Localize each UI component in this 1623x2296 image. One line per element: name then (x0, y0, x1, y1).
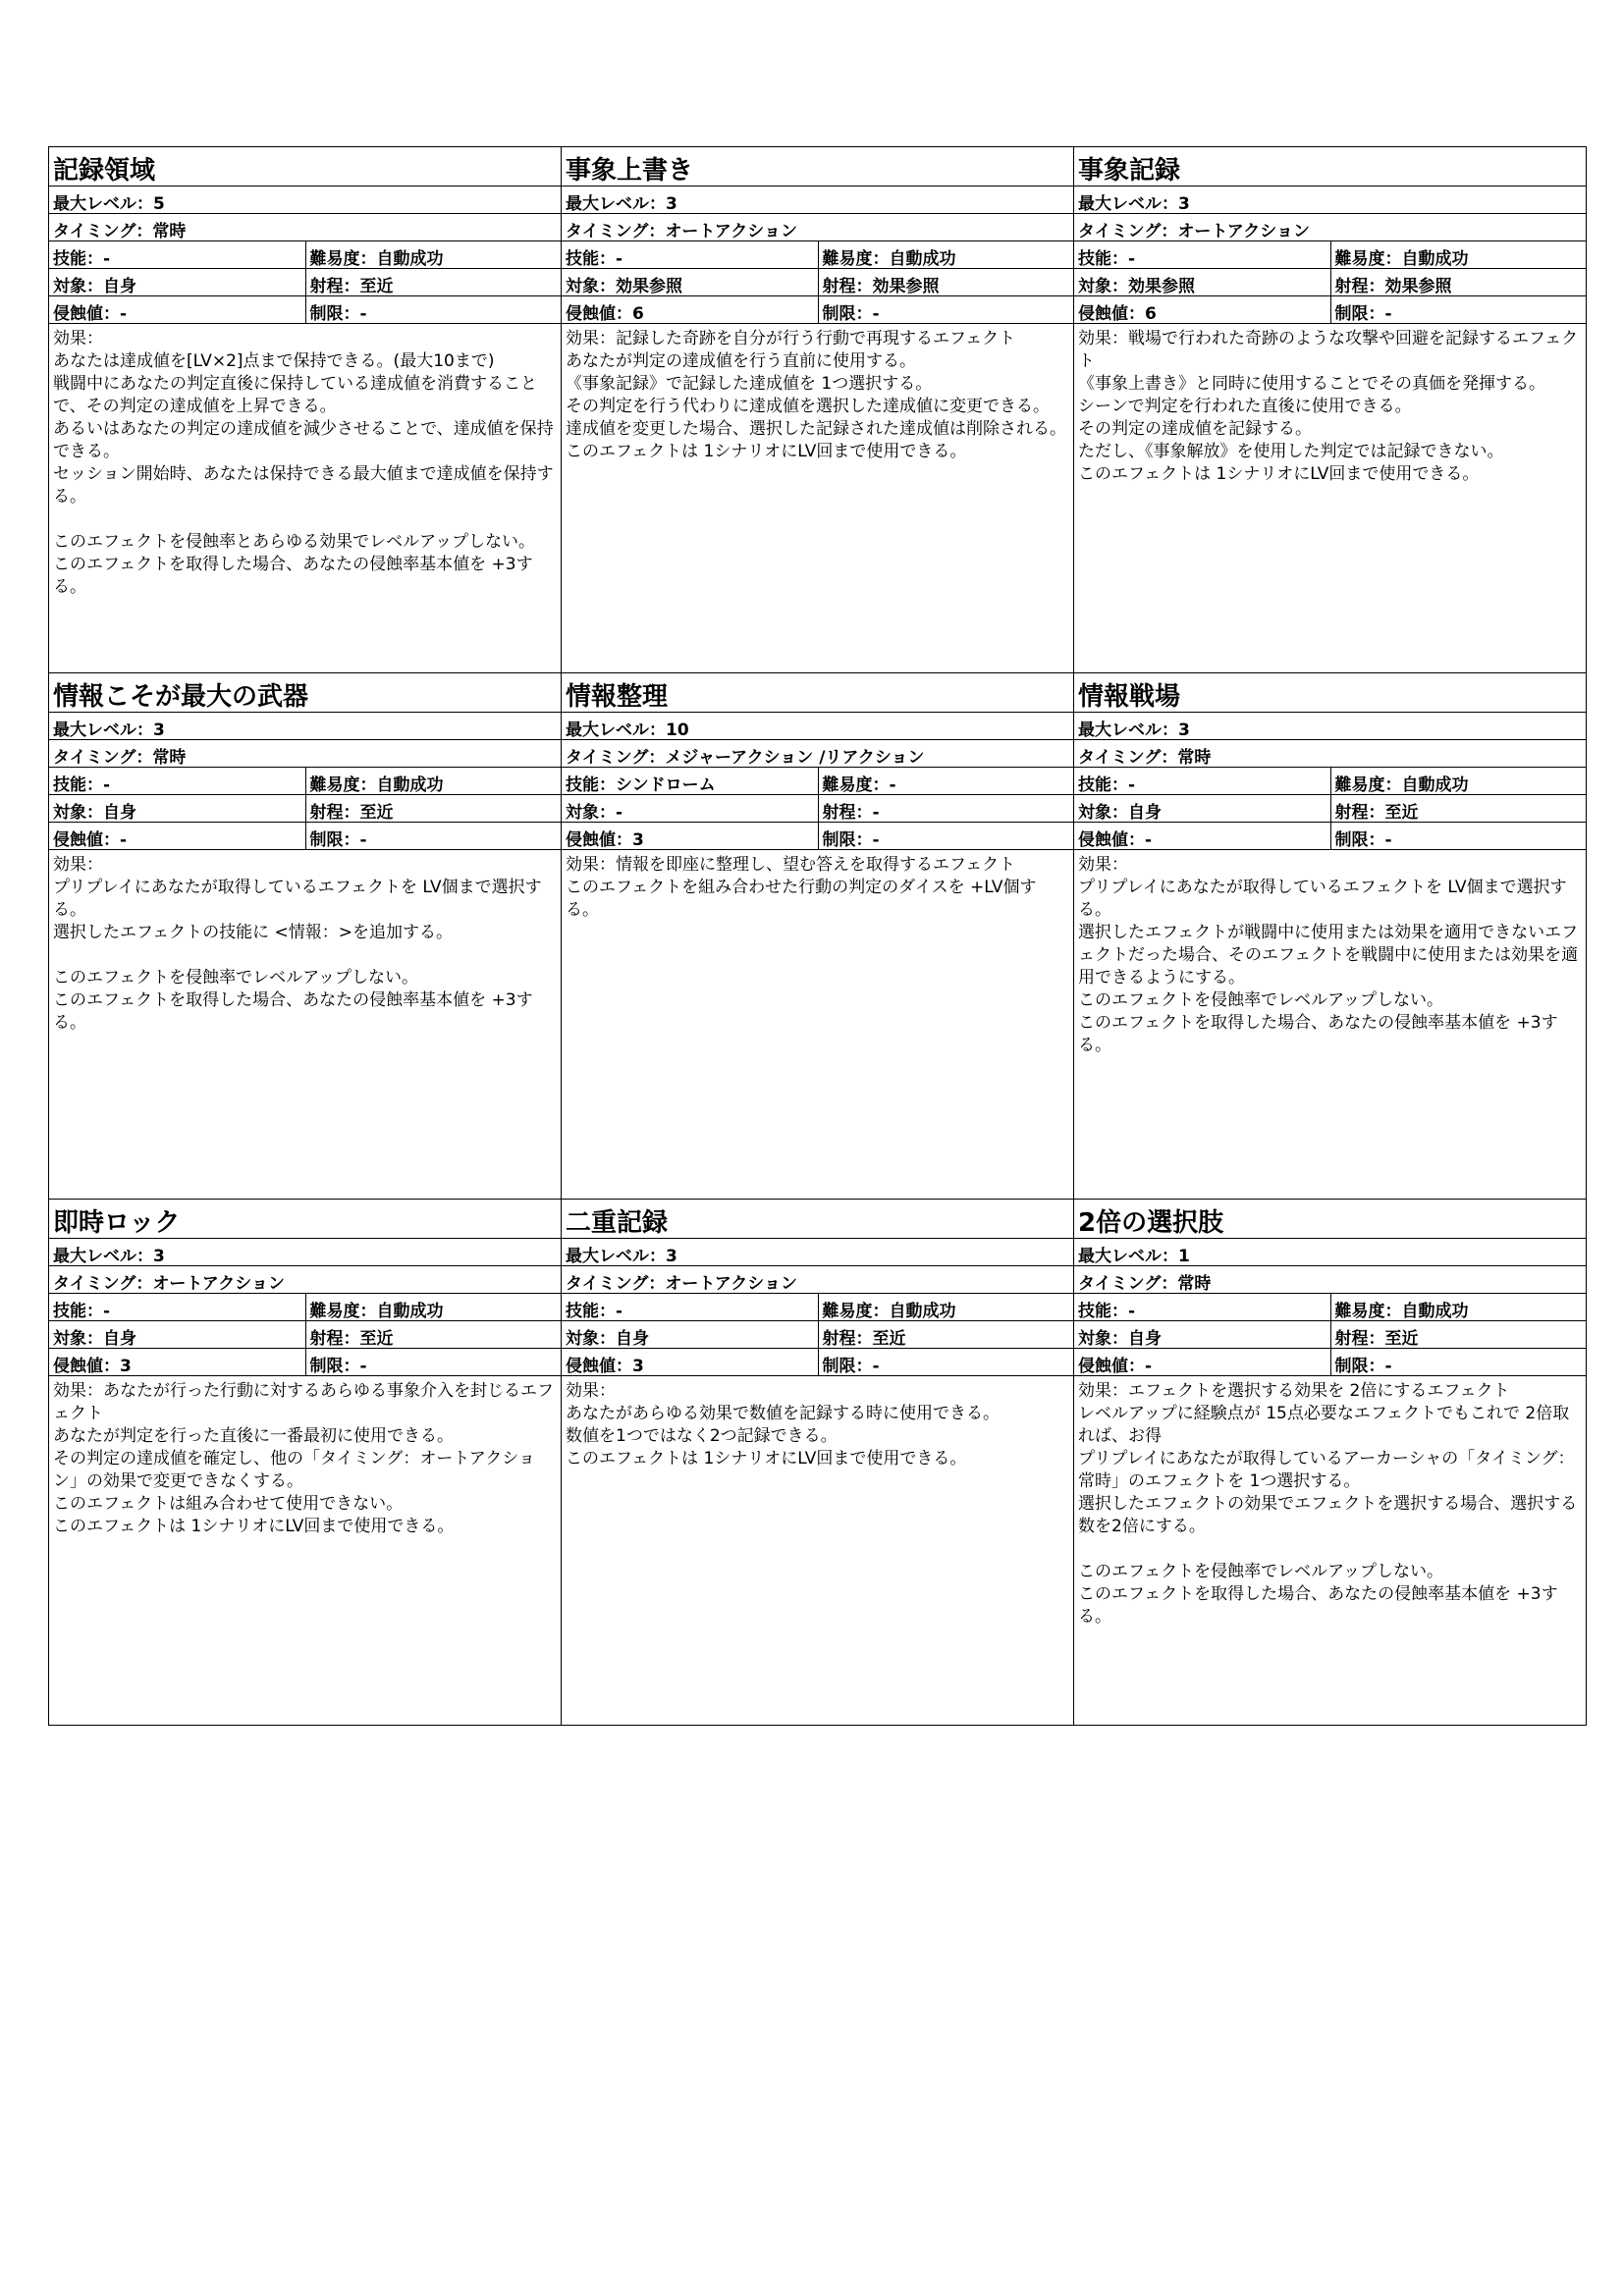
skill: 技能：- (53, 1302, 111, 1320)
limit: 制限：- (1330, 823, 1587, 849)
effect-card (49, 1200, 562, 1726)
effect-text: 効果：戦場で行われた奇跡のような攻撃や回避を記録するエフェクト 《事象上書き》と同時に使用することでその真価を発揮する。 シーンで判定を行われた直後に使用できる。 その判定の達成値を記録する。 ただし、《事象解放》を使用した判定では記録できない。 このエフェクトは 1シナリオにLV回まで使用できる。 (1078, 329, 1579, 484)
effect-text: 効果： あなたは達成値を[LV×2]点まで保持できる。(最大10まで) 戦闘中にあなたの判定直後に保持している達成値を消費することで、その判定の達成値を上昇できる。 あるいはあなたの判定の達成値を減少させることで、達成値を保持できる。 セッション開始時、あなたは保持できる最大値まで達成値を保持する。 このエフェクトを侵蝕率とあらゆる効果でレベルアップしない。 このエフェクトを取得した場合、あなたの侵蝕率基本値を +3する。 (53, 329, 554, 597)
range: 射程：効果参照 (818, 269, 1074, 295)
effect-card (562, 673, 1074, 1200)
erosion: 侵蝕値：6 (566, 304, 644, 323)
card-title: 二重記録 (562, 1200, 1073, 1239)
timing: タイミング：常時 (1074, 740, 1586, 768)
skill: 技能：- (1078, 1302, 1136, 1320)
timing: タイミング：オートアクション (1074, 214, 1586, 241)
effect-text: 効果：情報を即座に整理し、望む答えを取得するエフェクト このエフェクトを組み合わせた行動の判定のダイスを +LV個する。 (566, 855, 1037, 920)
target-range-row (562, 1321, 1073, 1349)
skill-difficulty-row (1074, 1294, 1586, 1321)
target: 対象：自身 (53, 277, 136, 295)
card-title: 事象記録 (1074, 147, 1586, 187)
timing: タイミング：常時 (1074, 1266, 1586, 1294)
range: 射程：効果参照 (1330, 269, 1587, 295)
skill: 技能：- (1078, 775, 1136, 794)
erosion-limit-row (49, 823, 561, 850)
timing: タイミング：オートアクション (562, 214, 1073, 241)
card-title: 即時ロック (49, 1200, 561, 1239)
timing: タイミング：メジャーアクション /リアクション (562, 740, 1073, 768)
erosion-limit-row (49, 296, 561, 324)
difficulty: 難易度：自動成功 (1330, 768, 1587, 794)
erosion: 侵蝕値：3 (53, 1357, 132, 1375)
card-title: 情報整理 (562, 673, 1073, 713)
effect-card (1074, 147, 1587, 673)
difficulty: 難易度：自動成功 (305, 1294, 562, 1320)
timing: タイミング：常時 (49, 740, 561, 768)
card-title: 記録領域 (49, 147, 561, 187)
limit: 制限：- (818, 296, 1074, 323)
effect-card (562, 147, 1074, 673)
range: 射程：至近 (1330, 1321, 1587, 1348)
erosion-limit-row (562, 296, 1073, 324)
difficulty: 難易度：自動成功 (305, 768, 562, 794)
difficulty: 難易度：自動成功 (818, 1294, 1074, 1320)
effect-text: 効果：あなたが行った行動に対するあらゆる事象介入を封じるエフェクト あなたが判定を行った直後に一番最初に使用できる。 その判定の達成値を確定し、他の「タイミング：オートアクション」の効果で変更できなくする。 このエフェクトは組み合わせて使用できない。 このエフェクトは 1シナリオにLV回まで使用できる。 (53, 1381, 554, 1536)
max-level: 最大レベル：3 (1074, 713, 1586, 740)
erosion: 侵蝕値：- (53, 304, 128, 323)
erosion-limit-row (1074, 823, 1586, 850)
erosion-limit-row (1074, 1349, 1586, 1376)
limit: 制限：- (818, 823, 1074, 849)
skill: 技能：- (1078, 249, 1136, 268)
target: 対象：自身 (53, 803, 136, 822)
card-title: 情報戦場 (1074, 673, 1586, 713)
difficulty: 難易度：- (818, 768, 1074, 794)
card-row (49, 673, 1587, 1200)
skill-difficulty-row (49, 1294, 561, 1321)
limit: 制限：- (305, 823, 562, 849)
erosion-limit-row (49, 1349, 561, 1376)
card-title: 情報こそが最大の武器 (49, 673, 561, 713)
skill: 技能：- (566, 1302, 623, 1320)
effect-card (49, 673, 562, 1200)
effect-text: 効果： プリプレイにあなたが取得しているエフェクトを LV個まで選択する。 選択したエフェクトの技能に <情報：>を追加する。 このエフェクトを侵蝕率でレベルアップしない。 このエフェクトを取得した場合、あなたの侵蝕率基本値を +3する。 (53, 855, 542, 1033)
skill-difficulty-row (562, 1294, 1073, 1321)
limit: 制限：- (1330, 1349, 1587, 1375)
target-range-row (49, 1321, 561, 1349)
effect-card (49, 147, 562, 673)
limit: 制限：- (305, 1349, 562, 1375)
skill: 技能：- (53, 775, 111, 794)
erosion: 侵蝕値：- (53, 830, 128, 849)
skill-difficulty-row (49, 768, 561, 795)
erosion-limit-row (1074, 296, 1586, 324)
effect-card-grid (48, 146, 1587, 1726)
max-level: 最大レベル：3 (562, 187, 1073, 214)
erosion: 侵蝕値：- (1078, 1357, 1153, 1375)
effect-text: 効果： あなたがあらゆる効果で数値を記録する時に使用できる。 数値を1つではなく2つ記録できる。 このエフェクトは 1シナリオにLV回まで使用できる。 (566, 1381, 1000, 1468)
skill-difficulty-row (1074, 768, 1586, 795)
max-level: 最大レベル：3 (49, 1239, 561, 1266)
timing: タイミング：オートアクション (49, 1266, 561, 1294)
target: 対象：効果参照 (1078, 277, 1195, 295)
target-range-row (562, 269, 1073, 296)
erosion-limit-row (562, 1349, 1073, 1376)
card-title: 事象上書き (562, 147, 1073, 187)
effect-card (1074, 673, 1587, 1200)
erosion: 侵蝕値：3 (566, 830, 644, 849)
target: 対象：自身 (566, 1329, 649, 1348)
difficulty: 難易度：自動成功 (818, 241, 1074, 268)
target-range-row (49, 795, 561, 823)
skill-difficulty-row (49, 241, 561, 269)
skill-difficulty-row (562, 768, 1073, 795)
max-level: 最大レベル：1 (1074, 1239, 1586, 1266)
max-level: 最大レベル：10 (562, 713, 1073, 740)
target: 対象：効果参照 (566, 277, 682, 295)
target-range-row (1074, 1321, 1586, 1349)
range: 射程：至近 (305, 1321, 562, 1348)
skill: 技能：- (53, 249, 111, 268)
limit: 制限：- (818, 1349, 1074, 1375)
skill: 技能：- (566, 249, 623, 268)
skill-difficulty-row (1074, 241, 1586, 269)
card-title: 2倍の選択肢 (1074, 1200, 1586, 1239)
target: 対象：自身 (53, 1329, 136, 1348)
difficulty: 難易度：自動成功 (1330, 241, 1587, 268)
effect-text: 効果：記録した奇跡を自分が行う行動で再現するエフェクト あなたが判定の達成値を行う直前に使用する。 《事象記録》で記録した達成値を 1つ選択する。 その判定を行う代わりに達成値を選択した達成値に変更できる。 達成値を変更した場合、選択した記録された達成値は削除される。 このエフェクトは 1シナリオにLV回まで使用できる。 (566, 329, 1066, 461)
target: 対象：自身 (1078, 1329, 1162, 1348)
target-range-row (1074, 795, 1586, 823)
effect-text: 効果： プリプレイにあなたが取得しているエフェクトを LV個まで選択する。 選択したエフェクトが戦闘中に使用または効果を適用できないエフェクトだった場合、そのエフェクトを戦闘中に使用または効果を適用できるようにする。 このエフェクトを侵蝕率でレベルアップしない。 このエフェクトを取得した場合、あなたの侵蝕率基本値を +3する。 (1078, 855, 1579, 1055)
target-range-row (49, 269, 561, 296)
difficulty: 難易度：自動成功 (305, 241, 562, 268)
max-level: 最大レベル：3 (49, 713, 561, 740)
limit: 制限：- (305, 296, 562, 323)
timing: タイミング：常時 (49, 214, 561, 241)
limit: 制限：- (1330, 296, 1587, 323)
target: 対象：自身 (1078, 803, 1162, 822)
erosion: 侵蝕値：- (1078, 830, 1153, 849)
skill-difficulty-row (562, 241, 1073, 269)
range: 射程：- (818, 795, 1074, 822)
effect-text: 効果：エフェクトを選択する効果を 2倍にするエフェクト レベルアップに経験点が 15点必要なエフェクトでもこれで 2倍取れば、お得 プリプレイにあなたが取得しているアーカーシャの「タイミング：常時」のエフェクトを 1つ選択する。 選択したエフェクトの効果でエフェクトを選択する場合、選択する数を2倍にする。 このエフェクトを侵蝕率でレベルアップしない。 このエフェクトを取得した場合、あなたの侵蝕率基本値を +3する。 (1078, 1381, 1578, 1627)
max-level: 最大レベル：3 (562, 1239, 1073, 1266)
max-level: 最大レベル：5 (49, 187, 561, 214)
target-range-row (1074, 269, 1586, 296)
erosion-limit-row (562, 823, 1073, 850)
erosion: 侵蝕値：6 (1078, 304, 1157, 323)
target-range-row (562, 795, 1073, 823)
card-row (49, 147, 1587, 673)
skill: 技能：シンドローム (566, 775, 716, 794)
max-level: 最大レベル：3 (1074, 187, 1586, 214)
timing: タイミング：オートアクション (562, 1266, 1073, 1294)
erosion: 侵蝕値：3 (566, 1357, 644, 1375)
difficulty: 難易度：自動成功 (1330, 1294, 1587, 1320)
range: 射程：至近 (818, 1321, 1074, 1348)
effect-card (1074, 1200, 1587, 1726)
range: 射程：至近 (1330, 795, 1587, 822)
range: 射程：至近 (305, 269, 562, 295)
target: 対象：- (566, 803, 623, 822)
effect-card (562, 1200, 1074, 1726)
range: 射程：至近 (305, 795, 562, 822)
card-row (49, 1200, 1587, 1726)
